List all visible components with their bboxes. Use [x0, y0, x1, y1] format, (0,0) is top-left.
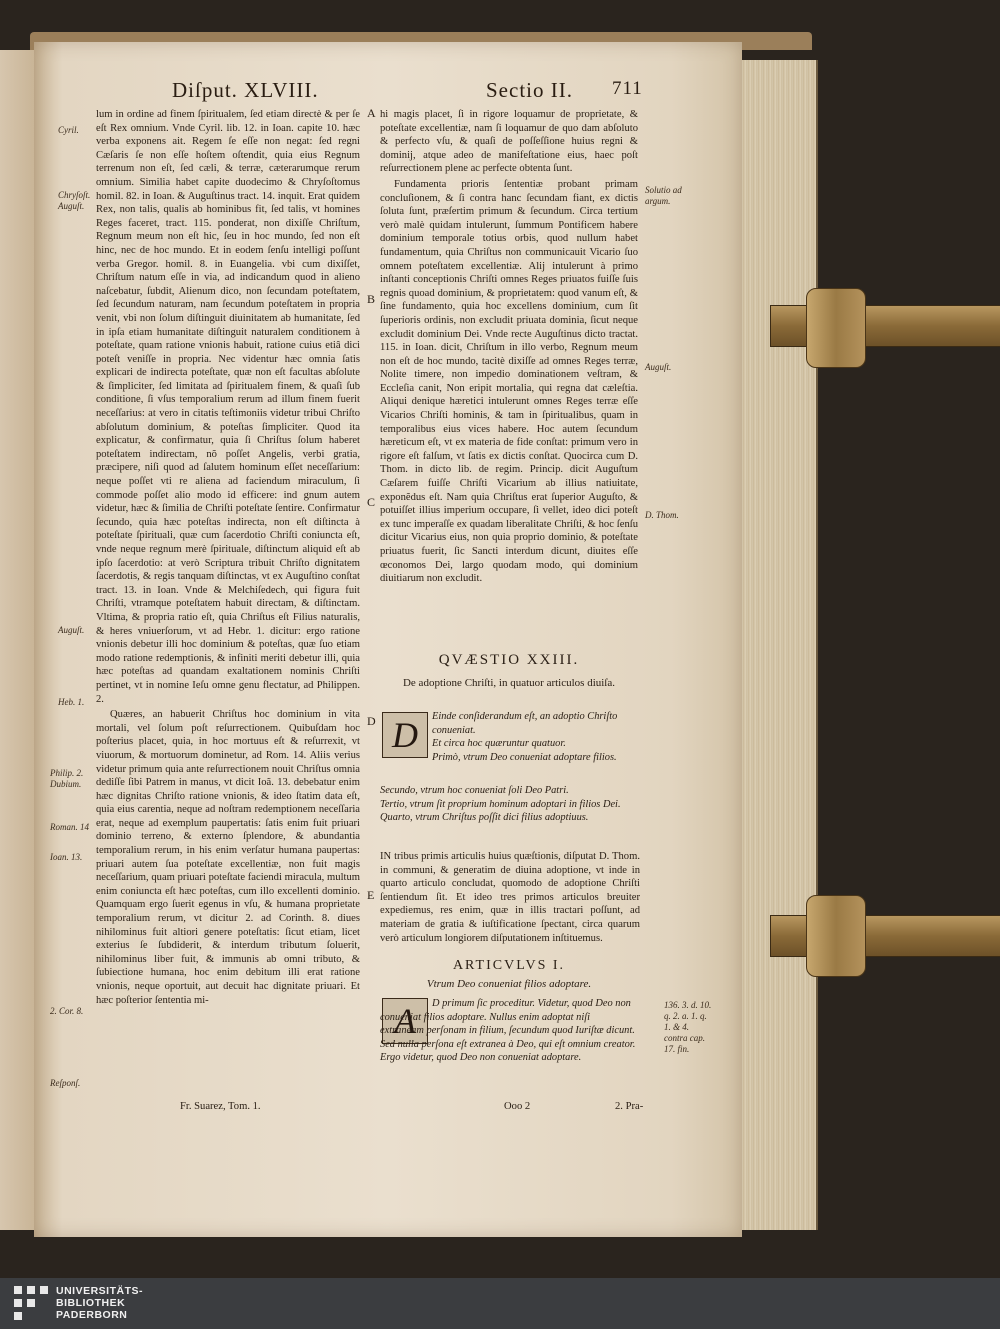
intro-line: Secundo, vtrum hoc conueniat ſoli Deo Patri. [380, 785, 569, 796]
lower-clasp [770, 915, 1000, 957]
running-head-center: Sectio II. [486, 78, 573, 102]
paragraph: Fundamenta prioris ſententiæ probant primam concluſionem, & ſi contra hanc ſecundam fiant, ex dictis ſoluta ſunt, præſertim primum & ſecundum. Circa tertium verò malè quidam intulerunt, ſummum Pontificem habere dominium temporale totius orbis, quod nullum habet fundamentum, quia Chriſtus non communicauit Vicario ſuo omnem poteſtatem excellentiæ. Alij intulerunt à primo inſtanti conceptionis Chriſti omnes Reges priuatos fuiſſe ſuis regnis quoad dominium, & proprietatem: quod vanum eſt, & ſine fundamento, quia hoc excellens dominium, cum ſit ſuperioris ordinis, non excludit priuata dominia, ſicut neque excludit dominium Dei. Vnde recte Auguſtinus dicto tractat. 115. in Ioan. dicit, Chriſtum in illo verbo, Regnum meum non eſt de hoc mundo, tacitè dixiſſe ad omnes Reges terræ, Nolite timere, non impedio dominationem veſtram, & Eccleſia canit, Non eripit mortalia, qui regna dat cæleſtia. Aliqui denique hæretici intulerunt omnes Reges terræ eſſe Vicarios Chriſti hominis, & tam in ſpiritualibus, quam in temporalibus eius vices habere. Hoc autem ſecundum hæreticum eſt, vt ex materia de fide conſtat: primum vero in rigore eſt falſum, vt ſatis ex dictis conſtat. Quocirca cum D. Thom. in dicto lib. de regim. Princip. dicit Auguſtum Cæſarem fuiſſe Chriſti Vicarium ab illius natiuitate, exponẽdus eſt. Nam quia Chriſtus erat ſuperior Auguſto, & potuiſſet illius imperium occupare, ſi vellet, ideo dici poteſt ex tunc imperaſſe ex quadam liberalitate Chriſti, & hoc ſenſu dicitur Vicarius eius, non quia proprio dominio, & poteſtate priuatus fuerit, ſic Sancti interdum dicunt, diuites eſſe œconomos Dei, largo quodam modo, qui dominium diuitiarum non excludit. [380, 178, 638, 585]
intro-line: Et circa hoc quæruntur quatuor. [432, 738, 566, 750]
library-name-line: PADERBORN [56, 1309, 128, 1321]
intro-line: Tertio, vtrum ſit proprium hominum adoptari in filios Dei. [380, 798, 621, 810]
intro-line: Quarto, vtrum Chriſtus poſſit dici filius adoptiuus. [380, 812, 589, 824]
question-intro [432, 710, 642, 764]
library-logo-icon [14, 1286, 50, 1320]
margin-note: Ioan. 13. [50, 852, 83, 862]
signature-mark: Ooo 2 [504, 1101, 531, 1112]
margin-note: Solutio ad argum. [645, 185, 682, 206]
question-body: IN tribus primis articulis huius quæſtionis, diſputat D. Thom. in communi, & generatim de diuina adoptione, vt inde in quarto articulo concludat, quomodo de adoptione Chriſti ſentiendum ſit. Et ideo tres primos articulos breuiter expediemus, res enim, quæ in illis tractari poſſunt, ad materiam de gratia & iuſtificatione ſpectant, circa quarum verò articulum longiorem diſputationem inſtituemus. [380, 851, 640, 944]
margin-note: D. Thom. [645, 510, 679, 520]
margin-note: Heb. 1. [58, 697, 85, 707]
margin-note: Auguſt. [58, 625, 85, 635]
right-text-column [380, 108, 638, 644]
library-footer [0, 1278, 1000, 1329]
upper-clasp-plate [806, 288, 866, 368]
section-letter: E [367, 888, 375, 902]
question-intro-cont [380, 784, 640, 825]
decorated-initial: A [382, 998, 428, 1044]
page-edges [742, 60, 818, 1230]
question-subtitle: De adoptione Chriſti, in quatuor articulos diuiſa. [402, 677, 615, 689]
margin-note: Roman. 14 [50, 822, 89, 832]
upper-clasp [770, 305, 1000, 347]
lower-clasp-plate [806, 895, 866, 977]
intro-line: Primò, vtrum Deo conueniat adoptare filios. [432, 751, 617, 763]
left-text-column [96, 108, 360, 1098]
library-name-line: BIBLIOTHEK [56, 1297, 126, 1309]
margin-note: Philip. 2. Dubium. [50, 768, 84, 789]
section-letter: B [367, 292, 376, 306]
margin-note: 2. Cor. 8. [50, 1006, 84, 1016]
decorated-initial: D [382, 712, 428, 758]
section-letter: A [367, 106, 376, 120]
paragraph: hi magis placet, ſi in rigore loquamur de proprietate, & poteſtate excellentiæ, nam ſi loquamur de quo dam abſoluto & perfecto vſu, & quaſi de poſſeſſione huius regni & dominij, atque adeo de manifeſtatione eius, haec poſt reſurrectionem plene ac perfecte obtenta ſunt. [380, 109, 638, 175]
margin-note: Cyril. [58, 125, 79, 135]
paragraph: lum in ordine ad finem ſpiritualem, ſed etiam directè & per ſe eſt Rex omnium. Vnde Cyril. lib. 12. in Ioan. capite 10. hæc verba exponens ait. Regem ſe eſſe non negat: ſed regni Cæſaris ſe non eſſe hoſtem oſtendit, quia eius Regnum terrenum non eſt, ſed cæli, & terræ, cæterarumque rerum omnium. Similia habet capite duodecimo & Chryſoſtomus homil. 82. in Ioan. & Auguſtinus tract. 14. inquit. Erat quidem Rex, non talis, qualis ab hominibus fit, ſed talis, vt homines Reges faceret, tract. 115. ponderat, non dixiſſe Chriſtum, Regnum meum non eſt hic, ſeu in hoc mundo, ſed non eſt hinc, nec de hoc mundo. Et in eodem ſenſu intelligi poſſunt verba Gregor. homil. 8. in Euangelia. vbi cum dixiſſet, Chriſtum natum eſſe in via, ad indicandum quod in alieno naſcebatur, ſubdit, Alienum dico, non ſecundam poteſtatem, ſed ſecundum naturam, nam ſecundum poteſtatem in propria venit, vbi non ſolum diſtinguit diuinitatem ab humanitate, ſed in ipſa etiam humanitate diſtinguit naturalem conditionem à poteſtate, quam ratione vnionis habuit, ratione cuius etiâ dici poteſt veniſſe in propria. Nec videntur hæc omnia ſatis explicari de indirecta poteſtate, quæ non eſt facultas abſolute & ſimpliciter, ſed limitata ad ſpiritualem finem, & quaſi ſub conditione, ſi vſus temporalium rerum ad illum finem fuerit neceſſarius: at vero in citatis teſtimoniis videtur tribui Chriſto abſolutum dominium, & poteſtas ſimpliciter. Quod ita explicatur, & confirmatur, quia ſi Chriſtus ſolum haberet poteſtatem indirectam, nõ poſſet Angelis, verbi gratia, præcipere, niſi quod ad ſalutem hominum eſſet neceſſarium: neque poſſet vti re aliena ad faciendum miraculum, ſi commode poſſet alio modo id efficere: ind gnum autem videtur, hæc & ſimilia de Chriſti poteſtate ſentire. Confirmatur ſecundo, quia hæc poteſtas indirecta, non eſt diſtincta à poteſtate ſpirituali, quæ cum ſacerdotio Chriſti coniuncta eſt, vnde neque regnum merè ſpirituale, diſtinctum aliquid eſt ab ipſo ſacerdotio: at verò Scriptura tribuit Chriſto dignitatem ſacerdotis, & regis tanquam diſtinctas, vt ex Auguſtino conſtat tract. 13. in Ioan. Vnde & Melchiſedech, qui figura fuit Chriſti, vtramque poteſtatem habuit directam, & diſtinctam. Vltima, & propria ratio eſt, quia Chriſtus eſt Filius naturalis, & heres vniuerſorum, vt ad Hebr. 1. dicitur: ergo ratione vnionis debetur illi hoc dominium & poteſtas, quæ ſuo etiam modo ratione redemptionis, & infiniti meriti debetur illi, quia hæc poteſtas ad quandam exaltationem nominis Chriſti pertinet, vt in nomine Ieſu omne genu flectatur, ad Philippen. 2. [96, 109, 360, 705]
running-head-left: Diſput. XLVIII. [172, 78, 319, 102]
section-letter: D [367, 714, 376, 728]
margin-note: Auguſt. [645, 362, 672, 372]
page-number: 711 [612, 78, 643, 99]
catchline: Fr. Suarez, Tom. 1. [180, 1101, 261, 1112]
library-name-line: UNIVERSITÄTS- [56, 1285, 144, 1297]
section-letter: C [367, 495, 376, 509]
question-title: QVÆSTIO XXIII. [438, 652, 580, 668]
intro-line: Einde conſiderandum eſt, an adoptio Chriſto conueniat. [432, 711, 618, 736]
margin-note: 136. 3. d. 10. q. 2. a. 1. q. 1. & 4. contra cap. 17. fin. [664, 1000, 712, 1054]
margin-note: Reſponſ. [50, 1078, 81, 1088]
margin-note: Chryſoſt. Auguſt. [58, 190, 91, 211]
catchword: 2. Pra- [615, 1101, 644, 1112]
article-subtitle: Vtrum Deo conueniat filios adoptare. [426, 978, 592, 990]
paragraph: Quæres, an habuerit Chriſtus hoc dominium in vita mortali, vel ſolum poſt reſurrectionem. Quibuſdam hoc poſterius placet, quia, in hoc mortuus eſt & reſurrexit, vt viuorum, & mortuorum dominetur, ad Rom. 14. Aliis verius videtur primum quia ante reſurrectionem nouit Chriſtus omnia dediſſe ſibi Patrem in manus, vt dicit Ioã. 13. debebatur enim hæc dignitas Chriſto ratione vnionis, & ideo ſtatim data eſt, quia eius carentia, neque ad noſtram redemptionem neceſſaria erat, neque ad exemplum paupertatis: ſatis enim fuit priuari dominio terreno, & externo ſplendore, & abundantia temporalium rerum, in his enim verſatur humana paupertas: priuari autem ſua poteſtate excellentiæ, non fuit magis neceſſarium, quam priuari poteſtate faciendi miracula, multum enim coniuncta eſt hæc poteſtas, cum illo excellenti dominio. Quamquam ergo ſuerit egenus in vſu, & humana proprietate temporalium rerum, vt dicitur 2. ad Corinth. 8. diues nihilominus fuit altiori genere poteſtatis: ſicut etiam, licet exterius ſe ſubdiderit, & interdum tributum ſoluerit, nihilominus liber fuit, & immunis ab omni tributo, & ſubiectione humana, hoc enim debitum illi erat ratione vnionis, neque oportuit, aut decuit hac dignitate priuari. Et hæc poſterior ſententia mi- [96, 709, 360, 1006]
article-title: ARTICVLVS I. [452, 958, 566, 973]
library-name [56, 1285, 143, 1321]
article-text: D primum ſic proceditur. Videtur, quod Deo non conueniat filios adoptare. Nullus enim adoptat niſi extraneam perſonam in filium, ſecundum quod Iuriſtæ dicunt. Sed nulla perſona eſt extranea à Deo, qui eſt omnium creator. Ergo videtur, quod Deo non conueniat adoptare. [380, 998, 636, 1064]
left-page-edge [0, 50, 35, 1230]
